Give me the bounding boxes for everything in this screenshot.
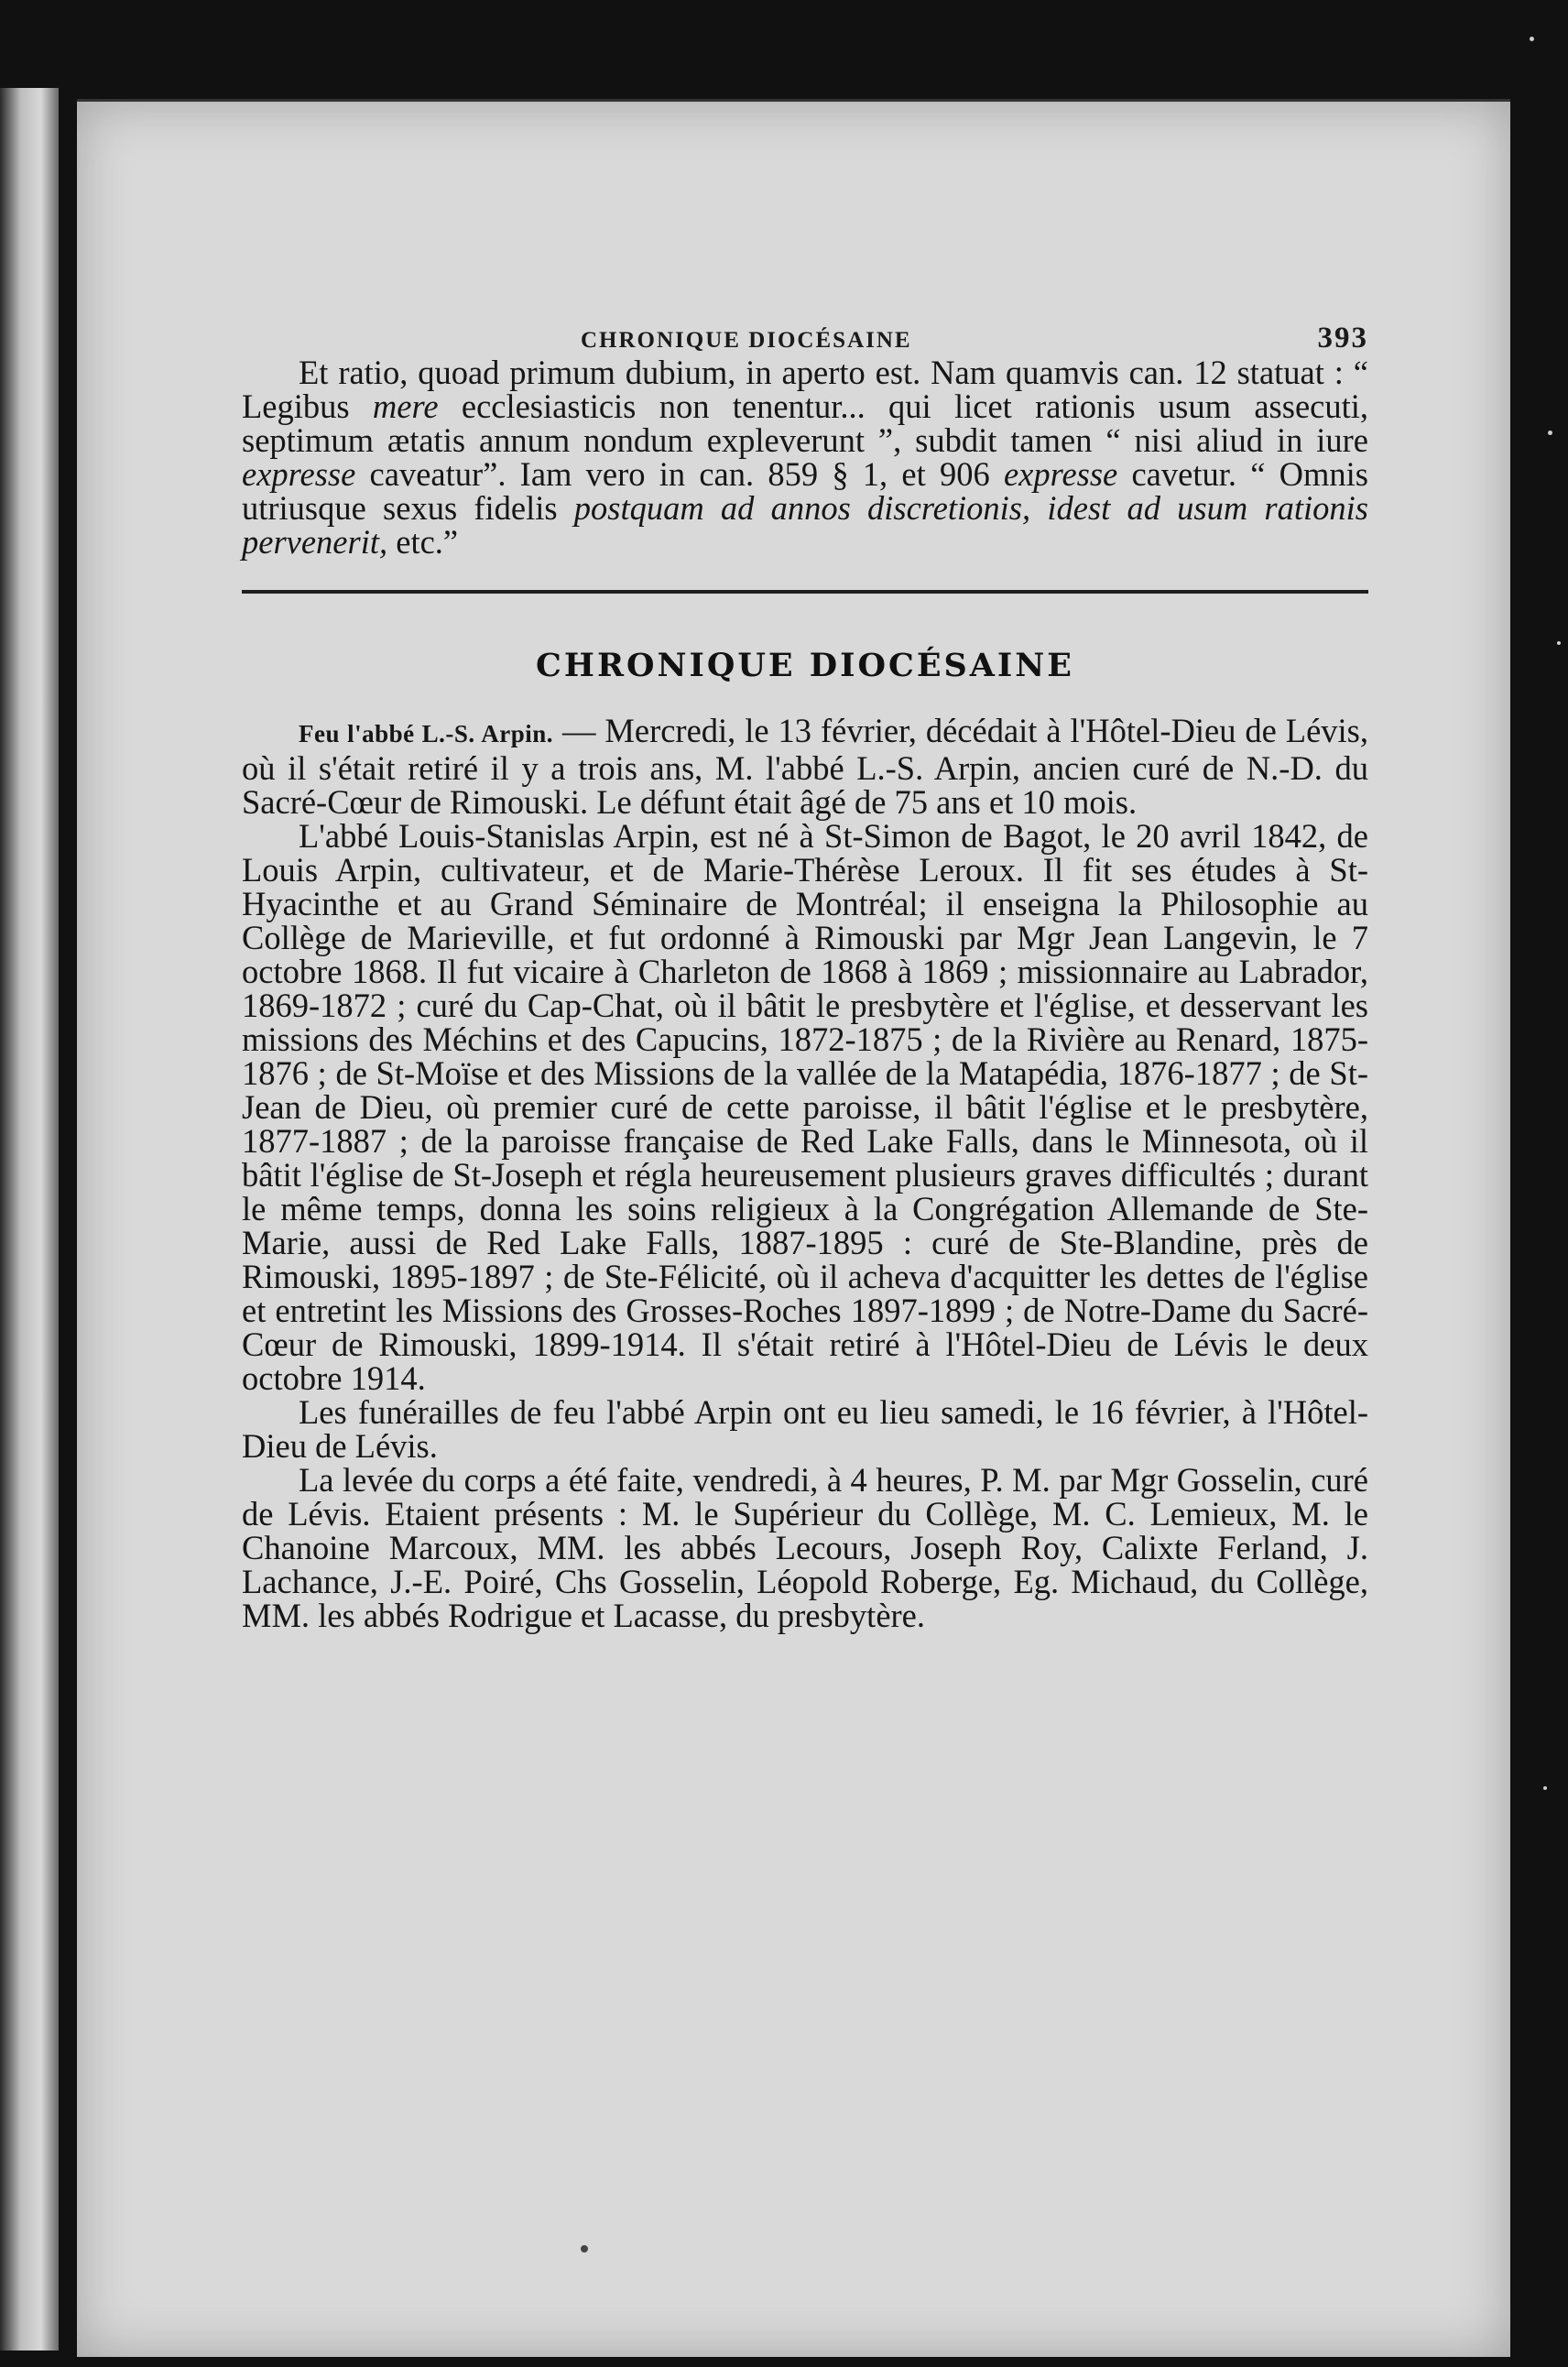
quote-segment-italic: postquam ad annos discretionis, idest ad usum rationis pervenerit, [242,489,1368,561]
quote-segment: cavetur. “ Omnis utriusque sexus fidelis [242,455,1368,527]
running-title: CHRONIQUE DIOCÉSAINE [581,328,912,353]
running-head [242,322,1368,355]
lead-label: Feu l'abbé L.-S. Arpin. [299,720,554,747]
section-divider [242,590,1368,594]
adjacent-page-edge [0,88,59,2351]
body-text [242,355,1368,1632]
scan-speck [1543,1786,1547,1790]
paragraph: Les funérailles de feu l'abbé Arpin ont eu lieu samedi, le 16 février, à l'Hôtel-Dieu de Lévis. [242,1393,1368,1465]
quote-segment-italic: mere [372,387,439,425]
quote-segment: caveatur”. Iam vero in can. 859 § 1, et 906 [355,455,1004,493]
paragraph-text: — Mercredi, le 13 février, décédait à l'Hôtel-Dieu de Lévis, où il s'était retiré il y a trois ans, M. l'abbé L.-S. Arpin, ancien curé de N.-D. du Sacré-Cœur de Rimouski. Le défunt était âgé de 75 ans et 10 mois. [242,712,1368,821]
page-content [242,322,1368,1632]
scan-speck [1530,37,1534,41]
quote-segment: etc.” [387,523,459,561]
quote-segment-italic: expresse [1003,455,1118,493]
quote-segment: Et ratio, quoad primum dubium, in aperto est. Nam quamvis can. 12 statuat : “ Legibus [242,354,1368,425]
book-page [77,99,1510,2357]
paragraph: L'abbé Louis-Stanislas Arpin, est né à St-Simon de Bagot, le 20 avril 1842, de Louis Arpin, cultivateur, et de Marie-Thérèse Leroux. Il fit ses études à St-Hyacinthe et au Grand Séminaire de Montréal; il enseigna la Philosophie au Collège de Marieville, et fut ordonné à Rimouski par Mgr Jean Langevin, le 7 octobre 1868. Il fut vicaire à Charleton de 1868 à 1869 ; missionnaire au Labrador, 1869-1872 ; curé du Cap-Chat, où il bâtit le presbytère et l'église, et desservant les missions des Méchins et des Capucins, 1872-1875 ; de la Rivière au Renard, 1875-1876 ; de St-Moïse et des Missions de la vallée de la Matapédia, 1876-1877 ; de St-Jean de Dieu, où premier curé de cette paroisse, il bâtit l'église et le presbytère, 1877-1887 ; de la paroisse française de Red Lake Falls, dans le Minnesota, où il bâtit l'église de St-Joseph et régla heureusement plusieurs graves difficultés ; durant le même temps, donna les soins religieux à la Congrégation Allemande de Ste-Marie, aussi de Red Lake Falls, 1887-1895 : curé de Ste-Blandine, près de Rimouski, 1895-1897 ; de Ste-Félicité, où il acheva d'acquitter les dettes de l'église et entretint les Missions des Grosses-Roches 1897-1899 ; de Notre-Dame du Sacré-Cœur de Rimouski, 1899-1914. Il s'était retiré à l'Hôtel-Dieu de Lévis le deux octobre 1914. [242,817,1368,1397]
quote-segment-italic: expresse [242,455,356,493]
quote-segment: ecclesiasticis non tenentur... qui licet rationis usum assecuti, septimum ætatis annum nondum expleverunt ”, subdit tamen “ nisi aliud in iure [242,387,1369,459]
quote-paragraph [242,355,1368,559]
ink-dot [581,2245,588,2252]
section-title: CHRONIQUE DIOCÉSAINE [536,647,1074,684]
scan-speck [1557,641,1561,645]
paragraph [242,714,1368,819]
page-number: 393 [1317,322,1368,355]
scan-speck [1548,431,1552,435]
paragraph: La levée du corps a été faite, vendredi, à 4 heures, P. M. par Mgr Gosselin, curé de Lévis. Etaient présents : M. le Supérieur du Collège, M. C. Lemieux, M. le Chanoine Marcoux, MM. les abbés Lecours, Joseph Roy, Calixte Ferland, J. Lachance, J.-E. Poiré, Chs Gosselin, Léopold Roberge, Eg. Michaud, du Collège, MM. les abbés Rodrigue et Lacasse, du presbytère. [242,1461,1368,1634]
